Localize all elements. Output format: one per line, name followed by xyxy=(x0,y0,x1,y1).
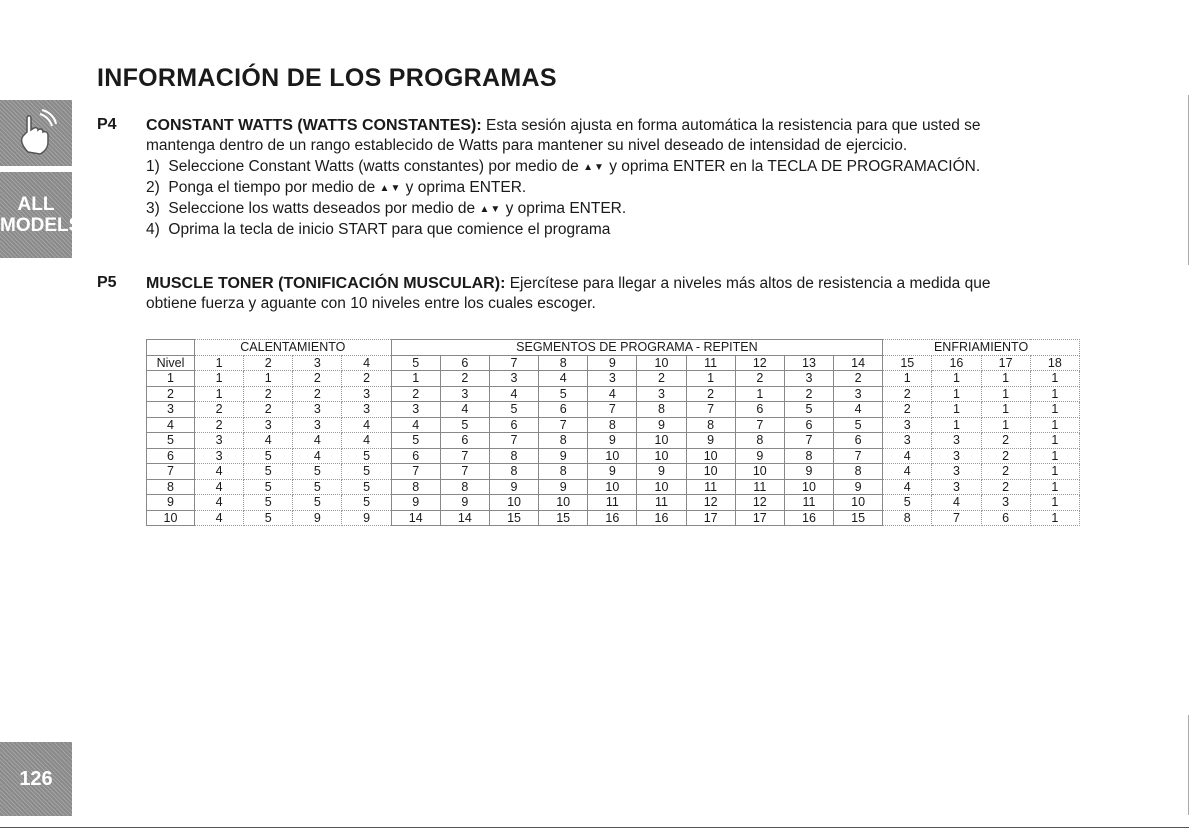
all-models-line1: ALL xyxy=(17,194,55,215)
table-cell: 8 xyxy=(440,479,489,495)
table-cell: 6 xyxy=(735,402,784,418)
table-cell: 4 xyxy=(195,479,244,495)
table-cell: 5 xyxy=(489,402,538,418)
table-cell: 5 xyxy=(883,495,932,511)
table-cell: 2 xyxy=(293,386,342,402)
table-cell: 10 xyxy=(784,479,833,495)
p4-code: P4 xyxy=(97,116,117,133)
segment-header: 13 xyxy=(784,355,833,371)
table-cell: 2 xyxy=(195,402,244,418)
table-body xyxy=(147,371,1080,526)
group-cooldown: ENFRIAMIENTO xyxy=(883,340,1080,356)
segment-header: 11 xyxy=(686,355,735,371)
segment-header: 2 xyxy=(244,355,293,371)
segment-header: 6 xyxy=(440,355,489,371)
up-down-arrows-icon: ▲▼ xyxy=(379,183,402,194)
step-text: Seleccione los watts deseados por medio de xyxy=(168,200,476,217)
table-cell: 1 xyxy=(932,386,981,402)
p4-intro-line1: Esta sesión ajusta en forma automática la resistencia para que usted se xyxy=(481,117,981,134)
group-warmup: CALENTAMIENTO xyxy=(195,340,392,356)
table-cell: 4 xyxy=(440,402,489,418)
step-text: y oprima ENTER. xyxy=(405,179,527,196)
table-row xyxy=(147,448,1080,464)
table-cell: 8 xyxy=(539,464,588,480)
table-cell: 9 xyxy=(440,495,489,511)
table-cell: 7 xyxy=(539,417,588,433)
table-cell: 10 xyxy=(637,433,686,449)
table-cell: 2 xyxy=(244,386,293,402)
p5-intro-line2: obtiene fuerza y aguante con 10 niveles entre los cuales escoger. xyxy=(146,295,596,312)
table-cell: 10 xyxy=(588,479,637,495)
level-cell: 3 xyxy=(147,402,195,418)
table-segment-header-row xyxy=(147,355,1080,371)
p5-description xyxy=(146,274,1096,314)
table-cell: 2 xyxy=(735,371,784,387)
table-cell: 4 xyxy=(342,433,391,449)
segment-header: 15 xyxy=(883,355,932,371)
table-cell: 4 xyxy=(195,464,244,480)
table-cell: 2 xyxy=(981,448,1030,464)
table-cell: 5 xyxy=(244,510,293,526)
table-cell: 2 xyxy=(440,371,489,387)
table-cell: 8 xyxy=(588,417,637,433)
table-cell: 9 xyxy=(539,479,588,495)
step-number: 2) xyxy=(146,179,160,196)
table-cell: 5 xyxy=(342,464,391,480)
table-cell: 4 xyxy=(834,402,883,418)
p4-description xyxy=(146,116,1076,156)
step-text: y oprima ENTER en la TECLA DE PROGRAMACIÓN. xyxy=(609,158,981,175)
table-row xyxy=(147,371,1080,387)
table-cell: 3 xyxy=(883,433,932,449)
table-cell: 1 xyxy=(981,371,1030,387)
table-cell: 9 xyxy=(834,479,883,495)
table-cell: 2 xyxy=(883,386,932,402)
table-cell: 1 xyxy=(1030,479,1079,495)
table-cell: 1 xyxy=(244,371,293,387)
table-cell: 10 xyxy=(637,479,686,495)
table-cell: 5 xyxy=(244,464,293,480)
level-cell: 4 xyxy=(147,417,195,433)
table-cell: 1 xyxy=(1030,371,1079,387)
table-cell: 14 xyxy=(440,510,489,526)
table-cell: 3 xyxy=(293,402,342,418)
table-cell: 6 xyxy=(440,433,489,449)
table-cell: 5 xyxy=(293,479,342,495)
table-cell: 2 xyxy=(981,433,1030,449)
level-cell: 7 xyxy=(147,464,195,480)
table-cell: 8 xyxy=(883,510,932,526)
table-cell: 4 xyxy=(195,495,244,511)
level-cell: 6 xyxy=(147,448,195,464)
table-cell: 5 xyxy=(342,495,391,511)
table-cell: 1 xyxy=(195,386,244,402)
segment-header: 16 xyxy=(932,355,981,371)
table-cell: 9 xyxy=(637,464,686,480)
table-cell: 2 xyxy=(784,386,833,402)
table-cell: 8 xyxy=(489,464,538,480)
table-cell: 4 xyxy=(883,448,932,464)
table-cell: 1 xyxy=(1030,510,1079,526)
table-cell: 10 xyxy=(539,495,588,511)
table-row xyxy=(147,417,1080,433)
table-cell: 6 xyxy=(784,417,833,433)
table-cell: 5 xyxy=(244,495,293,511)
table-cell: 1 xyxy=(932,417,981,433)
table-cell: 1 xyxy=(1030,386,1079,402)
table-cell: 5 xyxy=(244,448,293,464)
table-cell: 2 xyxy=(686,386,735,402)
page-title: INFORMACIÓN DE LOS PROGRAMAS xyxy=(97,64,557,92)
table-cell: 9 xyxy=(784,464,833,480)
table-cell: 7 xyxy=(440,448,489,464)
table-cell: 9 xyxy=(391,495,440,511)
table-cell: 3 xyxy=(834,386,883,402)
table-cell: 6 xyxy=(489,417,538,433)
p4-steps xyxy=(146,157,980,240)
table-cell: 2 xyxy=(981,479,1030,495)
table-cell: 1 xyxy=(686,371,735,387)
table-row xyxy=(147,510,1080,526)
table-cell: 2 xyxy=(883,402,932,418)
p5-heading: MUSCLE TONER (TONIFICACIÓN MUSCULAR): xyxy=(146,275,506,292)
table-cell: 2 xyxy=(391,386,440,402)
table-cell: 1 xyxy=(391,371,440,387)
table-cell: 4 xyxy=(342,417,391,433)
segment-header: 9 xyxy=(588,355,637,371)
p4-step-4 xyxy=(146,220,980,240)
table-cell: 2 xyxy=(342,371,391,387)
table-cell: 5 xyxy=(293,495,342,511)
table-cell: 12 xyxy=(735,495,784,511)
table-cell: 4 xyxy=(244,433,293,449)
table-cell: 2 xyxy=(637,371,686,387)
step-text: Seleccione Constant Watts (watts constantes) por medio de xyxy=(168,158,579,175)
table-cell: 4 xyxy=(489,386,538,402)
level-cell: 5 xyxy=(147,433,195,449)
table-cell: 2 xyxy=(981,464,1030,480)
table-cell: 5 xyxy=(293,464,342,480)
table-cell: 11 xyxy=(735,479,784,495)
table-cell: 6 xyxy=(834,433,883,449)
table-cell: 7 xyxy=(440,464,489,480)
table-cell: 5 xyxy=(440,417,489,433)
level-cell: 2 xyxy=(147,386,195,402)
table-cell: 1 xyxy=(1030,495,1079,511)
table-cell: 5 xyxy=(342,479,391,495)
page-number: 126 xyxy=(0,742,72,816)
p4-step-2 xyxy=(146,178,980,199)
table-cell: 4 xyxy=(932,495,981,511)
p4-step-1 xyxy=(146,157,980,178)
table-cell: 8 xyxy=(489,448,538,464)
segment-header: 3 xyxy=(293,355,342,371)
table-cell: 3 xyxy=(932,479,981,495)
all-models-line2: MODELS xyxy=(0,215,82,236)
table-cell: 15 xyxy=(489,510,538,526)
level-cell: 10 xyxy=(147,510,195,526)
table-cell: 17 xyxy=(735,510,784,526)
table-cell: 3 xyxy=(244,417,293,433)
table-cell: 7 xyxy=(784,433,833,449)
table-cell: 7 xyxy=(834,448,883,464)
table-cell: 7 xyxy=(686,402,735,418)
table-cell: 3 xyxy=(932,464,981,480)
up-down-arrows-icon: ▲▼ xyxy=(583,162,605,173)
level-cell: 9 xyxy=(147,495,195,511)
table-cell: 9 xyxy=(588,464,637,480)
all-models-tab xyxy=(0,172,82,258)
table-cell: 3 xyxy=(784,371,833,387)
table-cell: 1 xyxy=(932,402,981,418)
table-cell: 9 xyxy=(293,510,342,526)
table-cell: 4 xyxy=(293,433,342,449)
table-cell: 3 xyxy=(440,386,489,402)
table-cell: 10 xyxy=(489,495,538,511)
table-cell: 3 xyxy=(342,386,391,402)
segment-header: 1 xyxy=(195,355,244,371)
table-cell: 10 xyxy=(735,464,784,480)
table-cell: 4 xyxy=(883,479,932,495)
step-text: Oprima la tecla de inicio START para que comience el programa xyxy=(168,221,611,238)
table-cell: 11 xyxy=(686,479,735,495)
table-cell: 7 xyxy=(735,417,784,433)
table-cell: 12 xyxy=(686,495,735,511)
p4-intro-line2: mantenga dentro de un rango establecido de Watts para mantener su nivel deseado de intensidad de ejercicio. xyxy=(146,137,908,154)
table-cell: 1 xyxy=(981,417,1030,433)
table-cell: 3 xyxy=(195,433,244,449)
table-cell: 9 xyxy=(686,433,735,449)
table-cell: 3 xyxy=(293,417,342,433)
table-cell: 9 xyxy=(637,417,686,433)
level-header: Nivel xyxy=(147,355,195,371)
table-cell: 7 xyxy=(391,464,440,480)
table-row xyxy=(147,479,1080,495)
table-cell: 9 xyxy=(539,448,588,464)
table-cell: 8 xyxy=(539,433,588,449)
table-cell: 1 xyxy=(1030,402,1079,418)
table-cell: 5 xyxy=(834,417,883,433)
table-cell: 4 xyxy=(883,464,932,480)
segment-header: 5 xyxy=(391,355,440,371)
table-cell: 5 xyxy=(342,448,391,464)
table-cell: 3 xyxy=(932,433,981,449)
step-number: 3) xyxy=(146,200,160,217)
table-cell: 17 xyxy=(686,510,735,526)
table-cell: 10 xyxy=(834,495,883,511)
table-row xyxy=(147,495,1080,511)
table-cell: 1 xyxy=(1030,417,1079,433)
up-down-arrows-icon: ▲▼ xyxy=(479,204,502,215)
table-cell: 16 xyxy=(588,510,637,526)
table-cell: 15 xyxy=(539,510,588,526)
table-cell: 4 xyxy=(195,510,244,526)
table-cell: 3 xyxy=(588,371,637,387)
table-cell: 9 xyxy=(489,479,538,495)
segment-header: 10 xyxy=(637,355,686,371)
muscle-toner-level-table xyxy=(146,339,1080,526)
table-group-header-row xyxy=(147,340,1080,356)
table-cell: 11 xyxy=(784,495,833,511)
table-cell: 1 xyxy=(1030,464,1079,480)
table-cell: 3 xyxy=(932,448,981,464)
group-segments: SEGMENTOS DE PROGRAMA - REPITEN xyxy=(391,340,883,356)
table-cell: 16 xyxy=(637,510,686,526)
table-cell: 10 xyxy=(686,464,735,480)
table-cell: 16 xyxy=(784,510,833,526)
table-cell: 4 xyxy=(539,371,588,387)
table-cell: 1 xyxy=(981,402,1030,418)
table-cell: 8 xyxy=(735,433,784,449)
p4-heading: CONSTANT WATTS (WATTS CONSTANTES): xyxy=(146,117,482,134)
table-cell: 1 xyxy=(195,371,244,387)
segment-header: 12 xyxy=(735,355,784,371)
table-cell: 7 xyxy=(489,433,538,449)
table-cell: 1 xyxy=(932,371,981,387)
table-cell: 3 xyxy=(981,495,1030,511)
table-cell: 1 xyxy=(883,371,932,387)
table-cell: 3 xyxy=(489,371,538,387)
segment-header: 7 xyxy=(489,355,538,371)
table-cell: 2 xyxy=(195,417,244,433)
table-cell: 3 xyxy=(195,448,244,464)
step-number: 4) xyxy=(146,221,160,238)
table-cell: 3 xyxy=(883,417,932,433)
table-cell: 2 xyxy=(244,402,293,418)
table-cell: 11 xyxy=(588,495,637,511)
table-cell: 4 xyxy=(588,386,637,402)
table-cell: 15 xyxy=(834,510,883,526)
table-cell: 10 xyxy=(637,448,686,464)
segment-header: 17 xyxy=(981,355,1030,371)
table-cell: 2 xyxy=(834,371,883,387)
level-cell: 1 xyxy=(147,371,195,387)
table-cell: 8 xyxy=(637,402,686,418)
table-cell: 2 xyxy=(293,371,342,387)
step-text: Ponga el tiempo por medio de xyxy=(168,179,376,196)
p5-intro-line1: Ejercítese para llegar a niveles más altos de resistencia a medida que xyxy=(505,275,991,292)
table-cell: 4 xyxy=(391,417,440,433)
table-cell: 5 xyxy=(244,479,293,495)
table-row xyxy=(147,433,1080,449)
bottom-rule xyxy=(0,827,1189,828)
table-cell: 10 xyxy=(588,448,637,464)
table-corner-cell xyxy=(147,340,195,356)
p4-step-3 xyxy=(146,199,980,220)
segment-header: 14 xyxy=(834,355,883,371)
table-cell: 5 xyxy=(539,386,588,402)
table-cell: 1 xyxy=(735,386,784,402)
table-cell: 5 xyxy=(391,433,440,449)
table-cell: 9 xyxy=(735,448,784,464)
hand-tab xyxy=(0,100,72,166)
segment-header: 4 xyxy=(342,355,391,371)
table-cell: 8 xyxy=(784,448,833,464)
segment-header: 18 xyxy=(1030,355,1079,371)
table-cell: 4 xyxy=(293,448,342,464)
table-row xyxy=(147,402,1080,418)
table-cell: 9 xyxy=(342,510,391,526)
table-cell: 14 xyxy=(391,510,440,526)
table-cell: 8 xyxy=(686,417,735,433)
table-cell: 6 xyxy=(391,448,440,464)
segment-header: 8 xyxy=(539,355,588,371)
table-cell: 10 xyxy=(686,448,735,464)
table-cell: 1 xyxy=(981,386,1030,402)
table-cell: 9 xyxy=(588,433,637,449)
table-cell: 8 xyxy=(391,479,440,495)
table-cell: 7 xyxy=(588,402,637,418)
level-cell: 8 xyxy=(147,479,195,495)
p5-code: P5 xyxy=(97,274,117,291)
table-cell: 1 xyxy=(1030,448,1079,464)
table-cell: 11 xyxy=(637,495,686,511)
table-cell: 3 xyxy=(637,386,686,402)
table-row xyxy=(147,386,1080,402)
table-cell: 8 xyxy=(834,464,883,480)
step-number: 1) xyxy=(146,158,160,175)
table-cell: 6 xyxy=(981,510,1030,526)
step-text: y oprima ENTER. xyxy=(505,200,627,217)
table-row xyxy=(147,464,1080,480)
table-cell: 7 xyxy=(932,510,981,526)
hand-pointer-icon xyxy=(14,108,58,158)
table-cell: 3 xyxy=(342,402,391,418)
table-cell: 5 xyxy=(784,402,833,418)
table-cell: 1 xyxy=(1030,433,1079,449)
table-cell: 6 xyxy=(539,402,588,418)
table-cell: 3 xyxy=(391,402,440,418)
